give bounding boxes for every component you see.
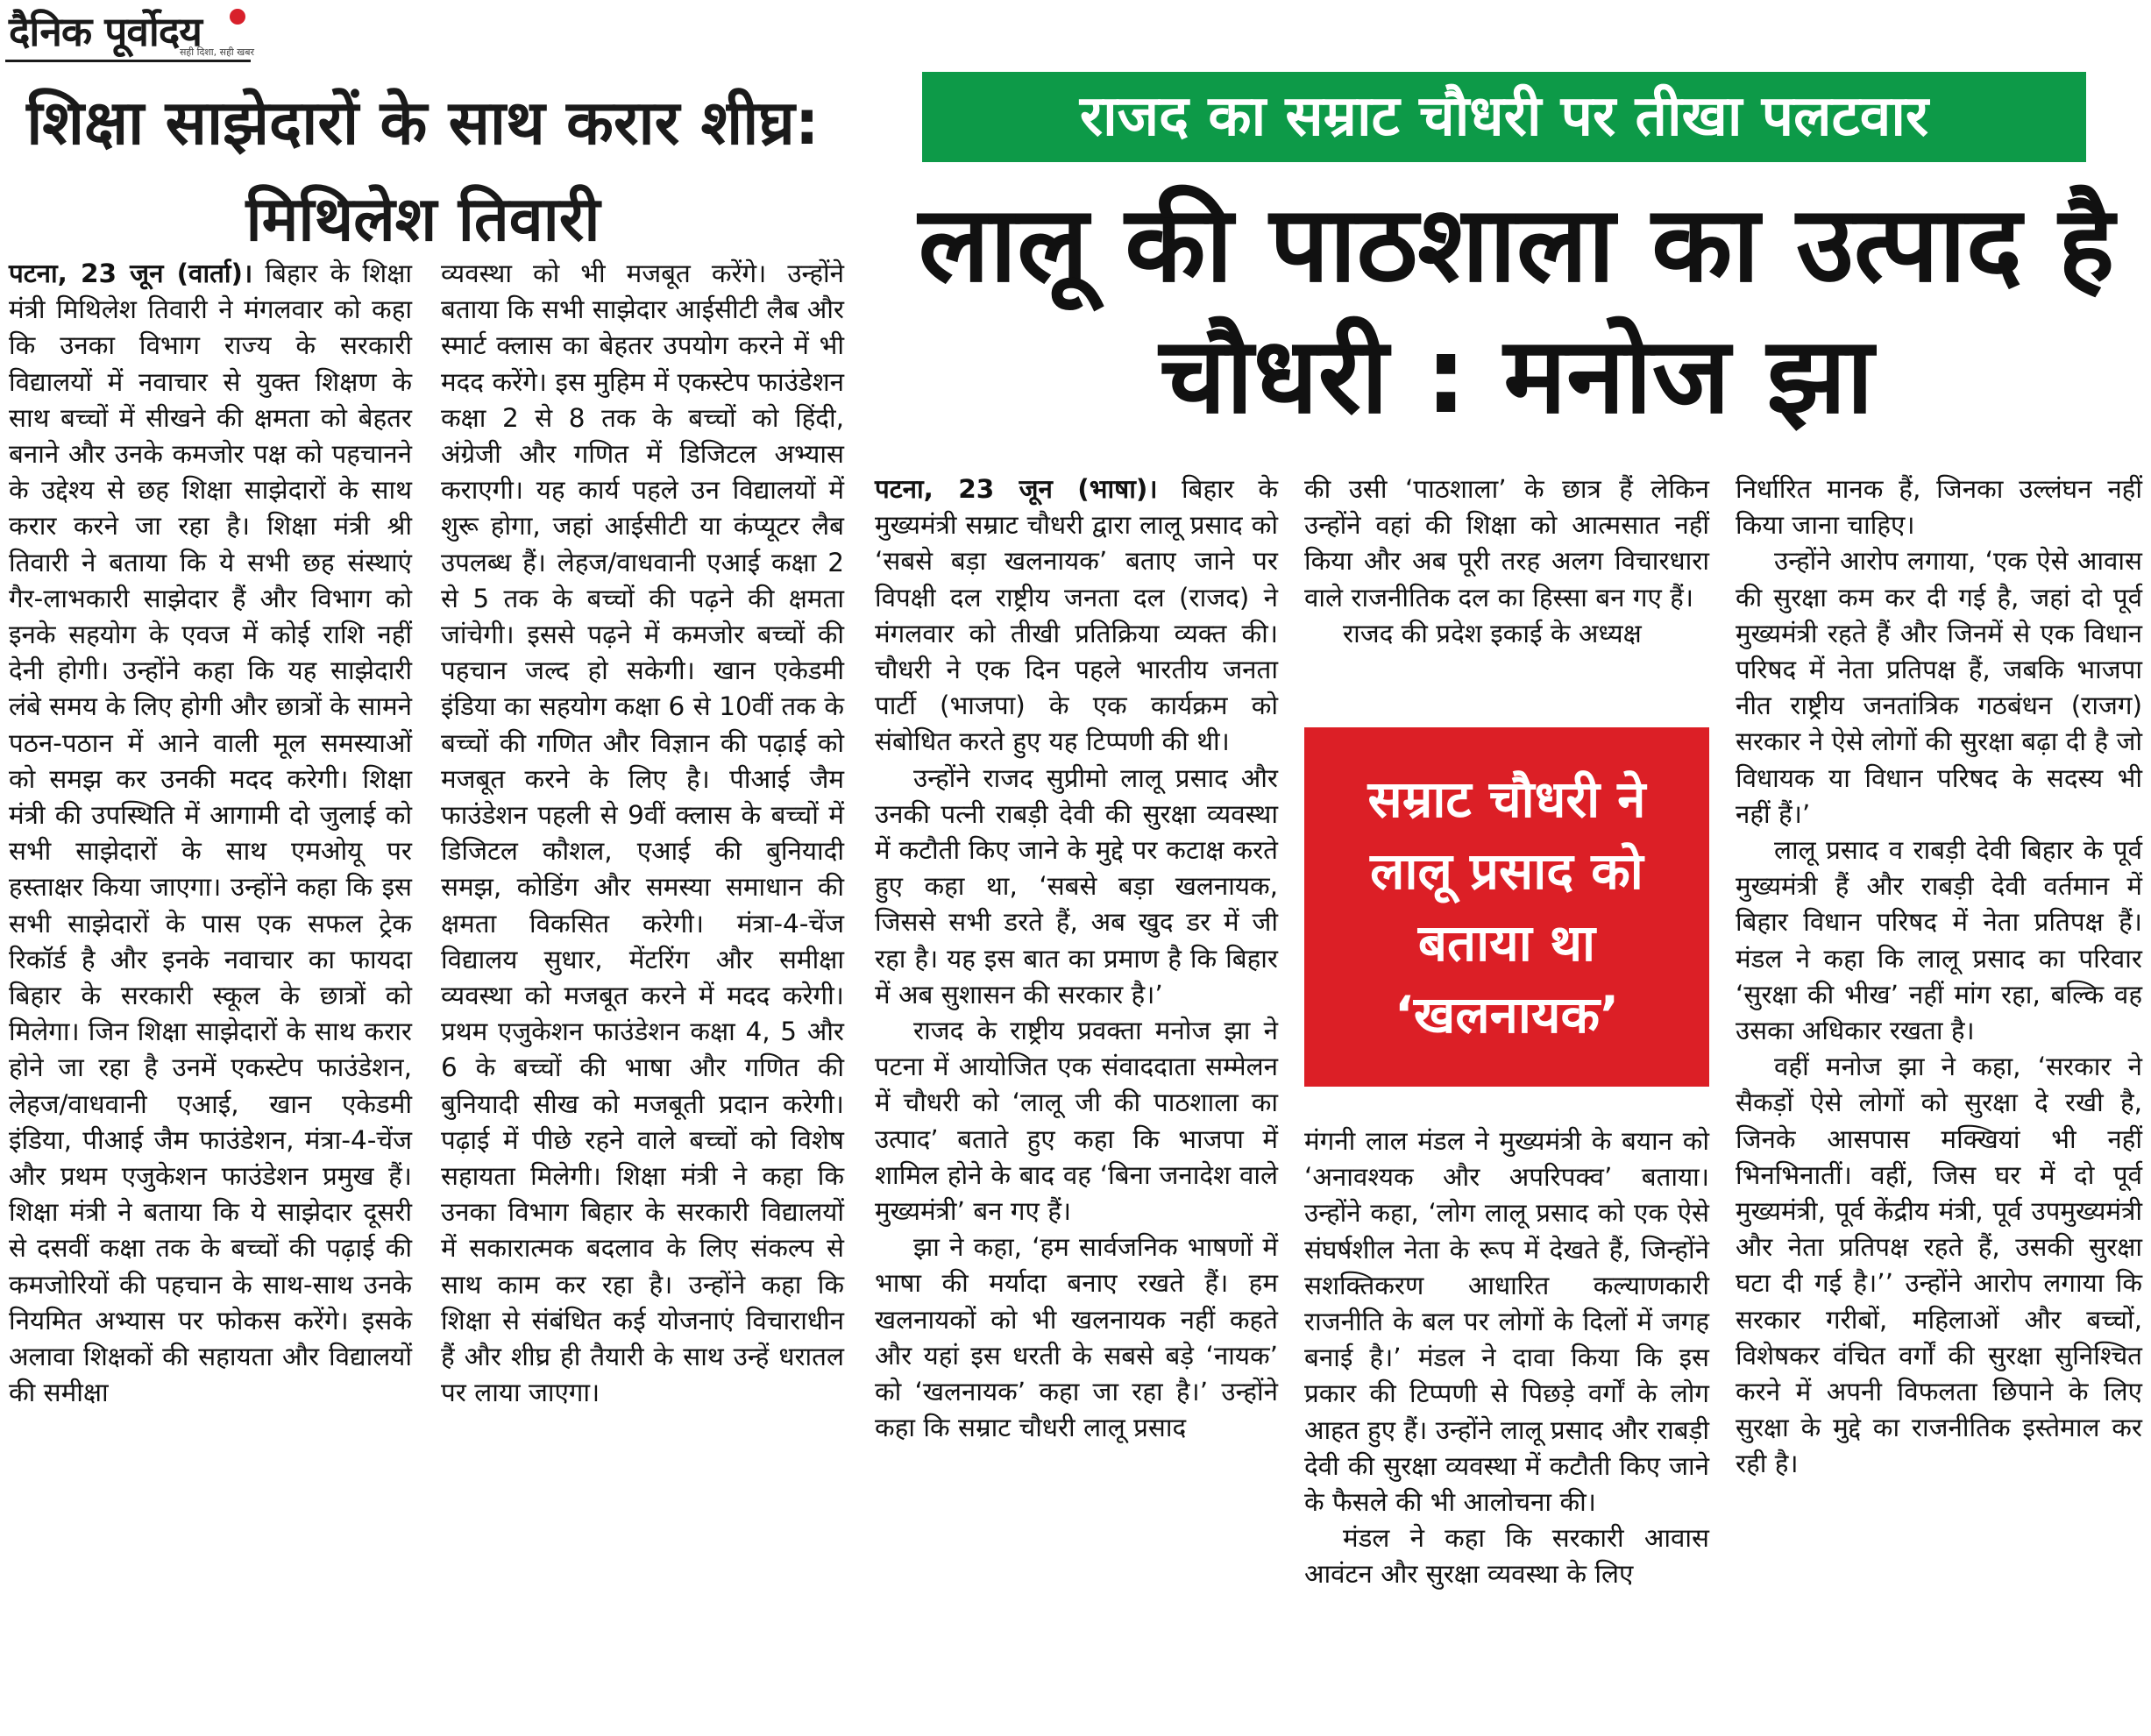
pull-quote-text: सम्राट चौधरी ने लालू प्रसाद को बताया था ‘खलनायक’ — [1367, 769, 1646, 1045]
right-story-col2-p2: राजद की प्रदेश इकाई के अध्यक्ष — [1343, 618, 1642, 648]
right-story-col2-p3: मंगनी लाल मंडल ने मुख्यमंत्री के बयान को ‘अनावश्यक और अपरिपक्व’ बताया। उन्होंने कहा, ‘लोग लालू प्रसाद को एक ऐसे संघर्षशील नेता के रूप में देखते हैं, जिन्होंने सशक्तिकरण आधारित कल्याणकारी राजनीति के बल पर लोगों के दिलों में जगह बनाई है।’ मंडल ने दावा किया कि इस प्रकार की टिप्पणी से पिछड़े वर्गों के लोग आहत हुए हैं। उन्होंने लालू प्रसाद और राबड़ी देवी की सुरक्षा व्यवस्था में कटौती किए जाने के फैसले की भी आलोचना की। — [1304, 1126, 1709, 1518]
right-story-col2-p1: की उसी ‘पाठशाला’ के छात्र हैं लेकिन उन्होंने वहां की शिक्षा को आत्मसात नहीं किया और अब पूरी तरह अलग विचारधारा वाले राजनीतिक दल का हिस्सा बन गए हैं। — [1304, 474, 1709, 613]
masthead-tagline: सही दिशा, सही खबर — [180, 46, 255, 58]
left-story-col2-text: व्यवस्था को भी मजबूत करेंगे। उन्होंने बताया कि सभी साझेदार आईसीटी लैब और स्मार्ट क्लास का बेहतर उपयोग करने में भी मदद करेंगे। इस मुहिम में एकस्टेप फाउंडेशन कक्षा 2 से 8 तक के बच्चों को हिंदी, अंग्रेजी और गणित में डिजिटल अभ्यास कराएगी। यह कार्य पहले उन विद्यालयों में शुरू होगा, जहां आईसीटी या कंप्यूटर लैब उपलब्ध हैं। लेहज/वाधवानी एआई कक्षा 2 से 5 तक के बच्चों की पढ़ने की क्षमता जांचेगी। इससे पढ़ने में कमजोर बच्चों की पहचान जल्द हो सकेगी। खान एकेडमी इंडिया का सहयोग कक्षा 6 से 10वीं तक के बच्चों की गणित और विज्ञान की पढ़ाई को मजबूत करने के लिए है। पीआई जैम फाउंडेशन पहली से 9वीं क्लास के बच्चों में डिजिटल कौशल, एआई की बुनियादी समझ, कोडिंग और समस्या समाधान की क्षमता विकसित करेगी। मंत्रा-4-चेंज विद्यालय सुधार, मेंटरिंग और समीक्षा व्यवस्था को मजबूत करने में मदद करेगी। प्रथम एजुकेशन फाउंडेशन कक्षा 4, 5 और 6 के बच्चों की भाषा और गणित की बुनियादी सीख को मजबूती प्रदान करेगी। पढ़ाई में पीछे रहने वाले बच्चों को विशेष सहायता मिलेगी। शिक्षा मंत्री ने कहा कि उनका विभाग बिहार के सरकारी विद्यालयों में सकारात्मक बदलाव के लिए संकल्प से साथ काम कर रहा है। उन्होंने कहा कि शिक्षा से संबंधित कई योजनाएं विचाराधीन हैं और शीघ्र ही तैयारी के साथ उन्हें धरातल पर लाया जाएगा। — [441, 259, 845, 1408]
masthead-rule — [5, 60, 251, 62]
right-story-col1-p1: बिहार के मुख्यमंत्री सम्राट चौधरी द्वारा लालू प्रसाद को ‘सबसे बड़ा खलनायक’ बताए जाने पर विपक्षी दल राष्ट्रीय जनता दल (राजद) ने मंगलवार को तीखी प्रतिक्रिया व्यक्त की। चौधरी ने एक दिन पहले भारतीय जनता पार्टी (भाजपा) के एक कार्यक्रम को संबोधित करते हुए यह टिप्पणी की थी। — [875, 474, 1278, 757]
left-story-dateline: पटना, 23 जून (वार्ता)। — [9, 259, 253, 288]
left-story-headline: शिक्षा साझेदारों के साथ करार शीघ्र: मिथिलेश तिवारी — [26, 87, 820, 255]
right-story-paragraph — [875, 471, 1278, 761]
left-story-col1-text: बिहार के शिक्षा मंत्री मिथिलेश तिवारी ने मंगलवार को कहा कि उनका विभाग राज्य के सरकारी विद्यालयों में नवाचार से युक्त शिक्षण के साथ बच्चों में सीखने की क्षमता को बेहतर बनाने और उनके कमजोर पक्ष को पहचानने के उद्देश्य से छह शिक्षा साझेदारों के साथ करार करने जा रहा है। शिक्षा मंत्री श्री तिवारी ने बताया कि ये सभी छह संस्थाएं गैर-लाभकारी साझेदार हैं और विभाग को इनके सहयोग के एवज में कोई राशि नहीं देनी होगी। उन्होंने कहा कि यह साझेदारी लंबे समय के लिए होगी और छात्रों के सामने पठन-पठान में आने वाली मूल समस्याओं को समझ कर उनकी मदद करेगी। शिक्षा मंत्री की उपस्थिति में आगामी दो जुलाई को सभी साझेदारों के साथ एमओयू पर हस्ताक्षर किया जाएगा। उन्होंने कहा कि इस सभी साझेदारों के पास एक सफल ट्रेक रिकॉर्ड है और इनके नवाचार का फायदा बिहार के सरकारी स्कूल के छात्रों को मिलेगा। जिन शिक्षा साझेदारों के साथ करार होने जा रहा है उनमें एकस्टेप फाउंडेशन, लेहज/वाधवानी एआई, खान एकेडमी इंडिया, पीआई जैम फाउंडेशन, मंत्रा-4-चेंज और प्रथम एजुकेशन फाउंडेशन प्रमुख हैं। शिक्षा मंत्री ने बताया कि ये साझेदार दूसरी से दसवीं कक्षा तक के बच्चों की पढ़ाई की कमजोरियों की पहचान के साथ-साथ उनके नियमित अभ्यास पर फोकस करेंगे। इसके अलावा शिक्षकों की सहायता और विद्यालयों की समीक्षा — [9, 259, 412, 1408]
right-story-col1-p2: उन्होंने राजद सुप्रीमो लालू प्रसाद और उनकी पत्नी राबड़ी देवी की सुरक्षा व्यवस्था में कटौती किए जाने के मुद्दे पर कटाक्ष करते हुए कहा था, ‘सबसे बड़ा खलनायक, जिससे सभी डरते हैं, अब खुद डर में जी रहा है। यह इस बात का प्रमाण है कि बिहार में अब सुशासन की सरकार है।’ — [875, 762, 1278, 1010]
right-story-col3-p1: निर्धारित मानक हैं, जिनका उल्लंघन नहीं किया जाना चाहिए। — [1736, 474, 2142, 541]
left-story-paragraph — [9, 256, 412, 1412]
right-story-kicker: राजद का सम्राट चौधरी पर तीखा पलटवार — [922, 72, 2086, 162]
right-story-column-2-bottom — [1304, 1123, 1709, 1593]
right-story-col3-p2: उन्होंने आरोप लगाया, ‘एक ऐसे आवास की सुरक्षा कम कर दी गई है, जहां दो पूर्व मुख्यमंत्री रहते हैं और जिनमें से एक विधान परिषद में नेता प्रतिपक्ष हैं, जबकि भाजपा नीत राष्ट्रीय जनतांत्रिक गठबंधन (राजग) सरकार ने ऐसे लोगों की सुरक्षा बढ़ा दी है जो विधायक या विधान परिषद के सदस्य भी नहीं हैं।’ — [1736, 546, 2142, 829]
left-story-column-2 — [441, 256, 844, 1412]
right-story-col2-p4: मंडल ने कहा कि सरकारी आवास आवंटन और सुरक्षा व्यवस्था के लिए — [1304, 1523, 1709, 1590]
right-story-column-1 — [875, 471, 1278, 1446]
right-story-headline: लालू की पाठशाला का उत्पाद है चौधरी : मनोज झा — [918, 184, 2115, 437]
right-story-dateline: पटना, 23 जून (भाषा)। — [875, 474, 1158, 504]
pull-quote-box — [1304, 727, 1709, 1087]
right-story-col3-p4: वहीं मनोज झा ने कहा, ‘सरकार ने सैकड़ों ऐसे लोगों को सुरक्षा दे रखी है, जिनके आसपास मक्खियां भी नहीं भिनभिनातीं। वहीं, जिस घर में दो पूर्व मुख्यमंत्री, पूर्व केंद्रीय मंत्री, पूर्व उपमुख्यमंत्री और नेता प्रतिपक्ष रहते हैं, उसकी सुरक्षा घटा दी गई है।’’ उन्होंने आरोप लगाया कि सरकार गरीबों, महिलाओं और बच्चों, विशेषकर वंचित वर्गों की सुरक्षा सुनिश्चित करने में अपनी विफलता छिपाने के लिए सुरक्षा के मुद्दे का राजनीतिक इस्तेमाल कर रही है। — [1736, 1052, 2142, 1479]
right-story-column-3 — [1736, 471, 2142, 1483]
right-story-column-2-top — [1304, 471, 1709, 652]
masthead-logo: दैनिक पूर्वोदय — [9, 8, 202, 55]
masthead-dot-icon — [230, 9, 245, 25]
right-story-col3-p3: लालू प्रसाद व राबड़ी देवी बिहार के पूर्व मुख्यमंत्री हैं और राबड़ी देवी वर्तमान में बिहार विधान परिषद में नेता प्रतिपक्ष हैं। मंडल ने कहा कि लालू प्रसाद का परिवार ‘सुरक्षा की भीख’ नहीं मांग रहा, बल्कि वह उसका अधिकार रखता है। — [1736, 835, 2142, 1046]
right-story-col1-p4: झा ने कहा, ‘हम सार्वजनिक भाषणों में भाषा की मर्यादा बनाए रखते हैं। हम खलनायकों को भी खलनायक नहीं कहते और यहां इस धरती के सबसे बड़े ‘नायक’ को ‘खलनायक’ कहा जा रहा है।’ उन्होंने कहा कि सम्राट चौधरी लालू प्रसाद — [875, 1232, 1278, 1443]
left-story-column-1 — [9, 256, 412, 1412]
right-story-col1-p3: राजद के राष्ट्रीय प्रवक्ता मनोज झा ने पटना में आयोजित एक संवाददाता सम्मेलन में चौधरी को ‘लालू जी की पाठशाला का उत्पाद’ बताते हुए कहा कि भाजपा में शामिल होने के बाद वह ‘बिना जनादेश वाले मुख्यमंत्री’ बन गए हैं। — [875, 1016, 1278, 1227]
